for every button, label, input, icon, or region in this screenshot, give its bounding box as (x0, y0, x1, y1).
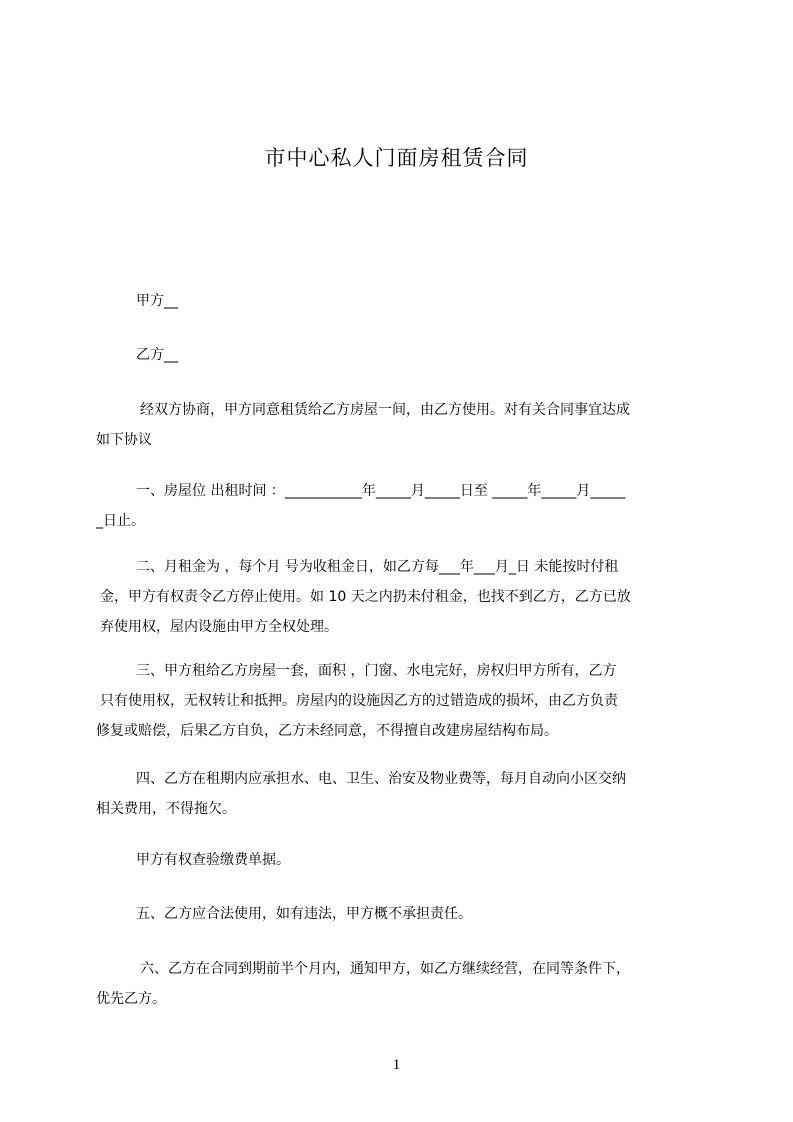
clause-4-line: 相关费用，不得拖欠。 (96, 801, 236, 817)
clause-6-paragraph (96, 954, 702, 1014)
clause-3-line: 只有使用权，无权转让和抵押。房屋内的设施因乙方的过错造成的损坏，由乙方负责 (100, 693, 618, 709)
clause-6-line: 六、乙方在合同到期前半个月内，通知甲方，如乙方继续经营，在同等条件下， (140, 961, 630, 977)
clause-2-line: 弃使用权，屋内设施由甲方全权处理。 (100, 619, 338, 635)
clause-5-paragraph (96, 899, 702, 929)
party-a-text: 甲方__ (136, 293, 178, 309)
document-title: 市中心私人门面房租赁合同 (264, 146, 529, 170)
party-b-line (96, 340, 702, 370)
clause-1-paragraph (96, 476, 702, 536)
clause-2-paragraph (96, 552, 702, 642)
clause-6-line: 优先乙方。 (96, 991, 166, 1007)
party-a-line (96, 286, 702, 316)
clause-4-paragraph (96, 764, 702, 824)
intro-line: 如下协议 (96, 432, 152, 448)
party-b-text: 乙方__ (136, 347, 178, 363)
inspect-note-paragraph (96, 845, 702, 875)
clause-1-line: _日止。 (96, 513, 145, 529)
clause-2-line: 二、月租金为 ，每个月 号为收租金日，如乙方每___年___月_日 未能按时付租 (136, 559, 619, 575)
clause-3-line: 修复或赔偿，后果乙方自负，乙方未经同意，不得擅自改建房屋结构布局。 (96, 723, 558, 739)
intro-line: 经双方协商，甲方同意租赁给乙方房屋一间，由乙方使用。对有关合同事宜达成 (140, 402, 630, 418)
clause-3-paragraph (96, 656, 702, 746)
page-number: 1 (392, 1057, 401, 1073)
clause-4-line: 四、乙方在租期内应承担水、电、卫生、治安及物业费等，每月自动向小区交纳 (136, 771, 626, 787)
clause-5-text: 五、乙方应合法使用，如有违法，甲方概不承担责任。 (136, 906, 472, 922)
inspect-note-text: 甲方有权查验缴费单据。 (136, 852, 290, 868)
clause-1-line: 一、房屋位 出租时间 ：___________年_____月_____日至 _____年_____月_____ (136, 483, 626, 499)
intro-paragraph (96, 395, 702, 455)
clause-3-line: 三、甲方租给乙方房屋一套，面积 ，门窗、水电完好，房权归甲方所有，乙方 (136, 663, 617, 679)
clause-2-line: 金，甲方有权责令乙方停止使用。如 10 天之内扔未付租金，也找不到乙方，乙方已放 (100, 589, 631, 605)
